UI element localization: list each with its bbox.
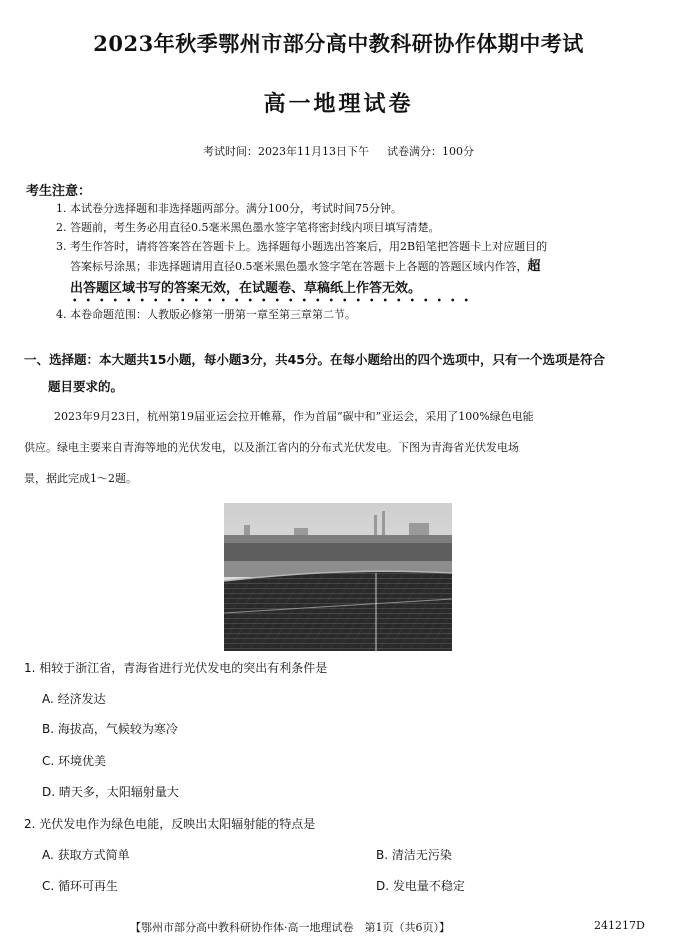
page-footer: 【鄂州市部分高中教科研协作体·高一地理试卷 第1页（共6页）】 <box>130 921 450 934</box>
solar-farm-photo <box>224 503 452 651</box>
section-heading <box>24 346 660 400</box>
q1-option-a: A. 经济发达 <box>42 692 106 706</box>
exam-subtitle: 高一地理试卷 <box>263 91 414 117</box>
full-score: 试卷满分：100分 <box>387 145 474 158</box>
q2-option-a: A. 获取方式简单 <box>42 848 130 862</box>
passage-line-3: 景，据此完成1～2题。 <box>24 472 137 485</box>
exam-title: 2023年秋季鄂州市部分高中教科研协作体期中考试 <box>93 31 584 56</box>
question-1-stem: 1. 相较于浙江省，青海省进行光伏发电的突出有利条件是 <box>24 661 328 675</box>
notice-emphasis: 出答题区域书写的答案无效，在试题卷、草稿纸上作答无效。 <box>70 281 422 296</box>
question-2-stem: 2. 光伏发电作为绿色电能，反映出太阳辐射能的特点是 <box>24 817 316 831</box>
notice-item-2: 2. 答题前，考生务必用直径0.5毫米黑色墨水签字笔将密封线内项目填写清楚。 <box>56 221 440 234</box>
notice-emphasis-start: 超 <box>527 259 541 274</box>
notice-item-3-cont-text: 答案标号涂黑；非选择题请用直径0.5毫米黑色墨水签字笔在答题卡上各题的答题区域内作答， <box>70 260 528 273</box>
q1-option-d: D. 晴天多，太阳辐射量大 <box>42 785 179 799</box>
q2-option-c: C. 循环可再生 <box>42 879 119 893</box>
notice-heading: 考生注意： <box>26 184 92 199</box>
emphasis-dots <box>68 297 474 303</box>
q1-option-b: B. 海拔高，气候较为寒冷 <box>42 722 178 736</box>
q1-option-c: C. 环境优美 <box>42 754 107 768</box>
q2-option-d: D. 发电量不稳定 <box>376 879 465 893</box>
section-heading-line1: 一、选择题：本大题共15小题，每小题3分，共45分。在每小题给出的四个选项中，只有一个选项是符合 <box>24 352 605 367</box>
notice-item-4: 4. 本卷命题范围：人教版必修第一册第一章至第三章第二节。 <box>56 308 356 321</box>
passage-line-2: 供应。绿电主要来自青海等地的光伏发电，以及浙江省内的分布式光伏发电。下图为青海省光伏发电场 <box>24 441 519 454</box>
section-heading-line2: 题目要求的。 <box>48 379 124 394</box>
q2-option-b: B. 清洁无污染 <box>376 848 452 862</box>
paper-code: 241217D <box>594 919 645 932</box>
exam-info <box>0 143 677 159</box>
notice-item-3-cont <box>70 259 541 275</box>
passage-line-1: 2023年9月23日，杭州第19届亚运会拉开帷幕，作为首届“碳中和”亚运会，采用了100%绿色电能 <box>54 410 534 423</box>
notice-item-3: 3. 考生作答时，请将答案答在答题卡上。选择题每小题选出答案后，用2B铅笔把答题卡上对应题目的 <box>56 240 548 253</box>
notice-item-1: 1. 本试卷分选择题和非选择题两部分。满分100分，考试时间75分钟。 <box>56 202 402 215</box>
exam-time: 考试时间：2023年11月13日下午 <box>203 145 369 158</box>
